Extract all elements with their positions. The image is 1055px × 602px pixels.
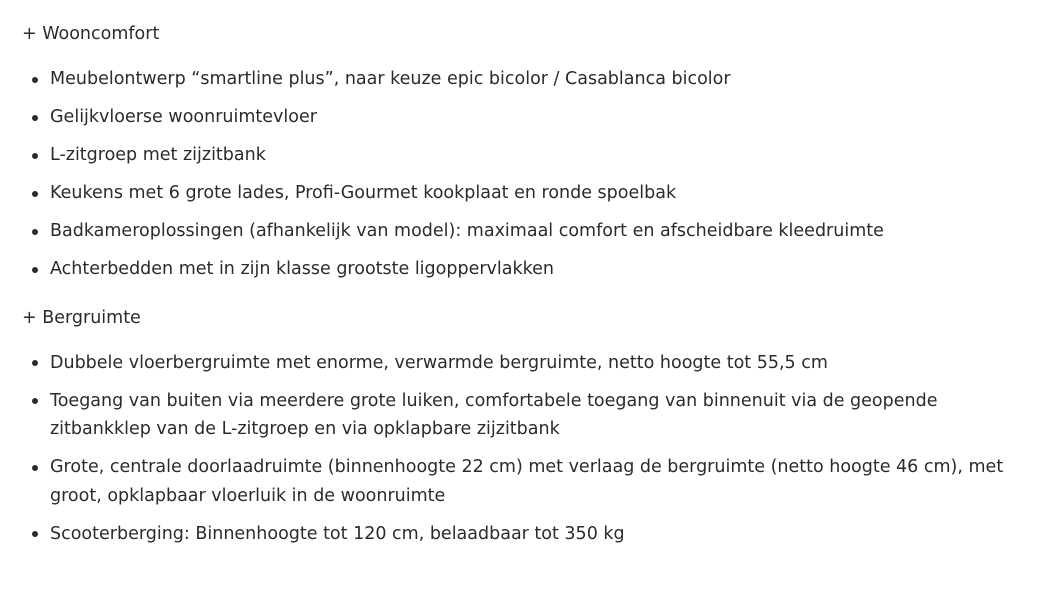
section-wooncomfort [22,21,1022,284]
section-bergruimte [22,305,1022,549]
list-item: Dubbele vloerbergruimte met enorme, verwarmde bergruimte, netto hoogte tot 55,5 cm [50,349,1010,378]
list-item: L-zitgroep met zijzitbank [50,141,1010,170]
list-item: Keukens met 6 grote lades, Profi-Gourmet kookplaat en ronde spoelbak [50,179,1010,208]
list-item: Achterbedden met in zijn klasse grootste ligoppervlakken [50,255,1010,284]
section-title-wooncomfort[interactable]: + Wooncomfort [22,24,160,44]
list-item: Meubelontwerp “smartline plus”, naar keuze epic bicolor / Casablanca bicolor [50,65,1010,94]
list-item: Badkameroplossingen (afhankelijk van model): maximaal comfort en afscheidbare kleedruimte [50,217,1010,246]
list-item: Grote, centrale doorlaadruimte (binnenhoogte 22 cm) met verlaag de bergruimte (netto hoogte 46 cm), met groot, opklapbaar vloerluik in de woonruimte [50,453,1010,510]
wooncomfort-list [22,65,1022,284]
list-item: Gelijkvloerse woonruimtevloer [50,103,1010,132]
list-item: Scooterberging: Binnenhoogte tot 120 cm, belaadbaar tot 350 kg [50,520,1010,549]
bergruimte-list [22,349,1022,549]
list-item: Toegang van buiten via meerdere grote luiken, comfortabele toegang van binnenuit via de geopende zitbankklep van de L-zitgroep en via opklapbare zijzitbank [50,387,1010,444]
section-title-bergruimte[interactable]: + Bergruimte [22,307,141,328]
